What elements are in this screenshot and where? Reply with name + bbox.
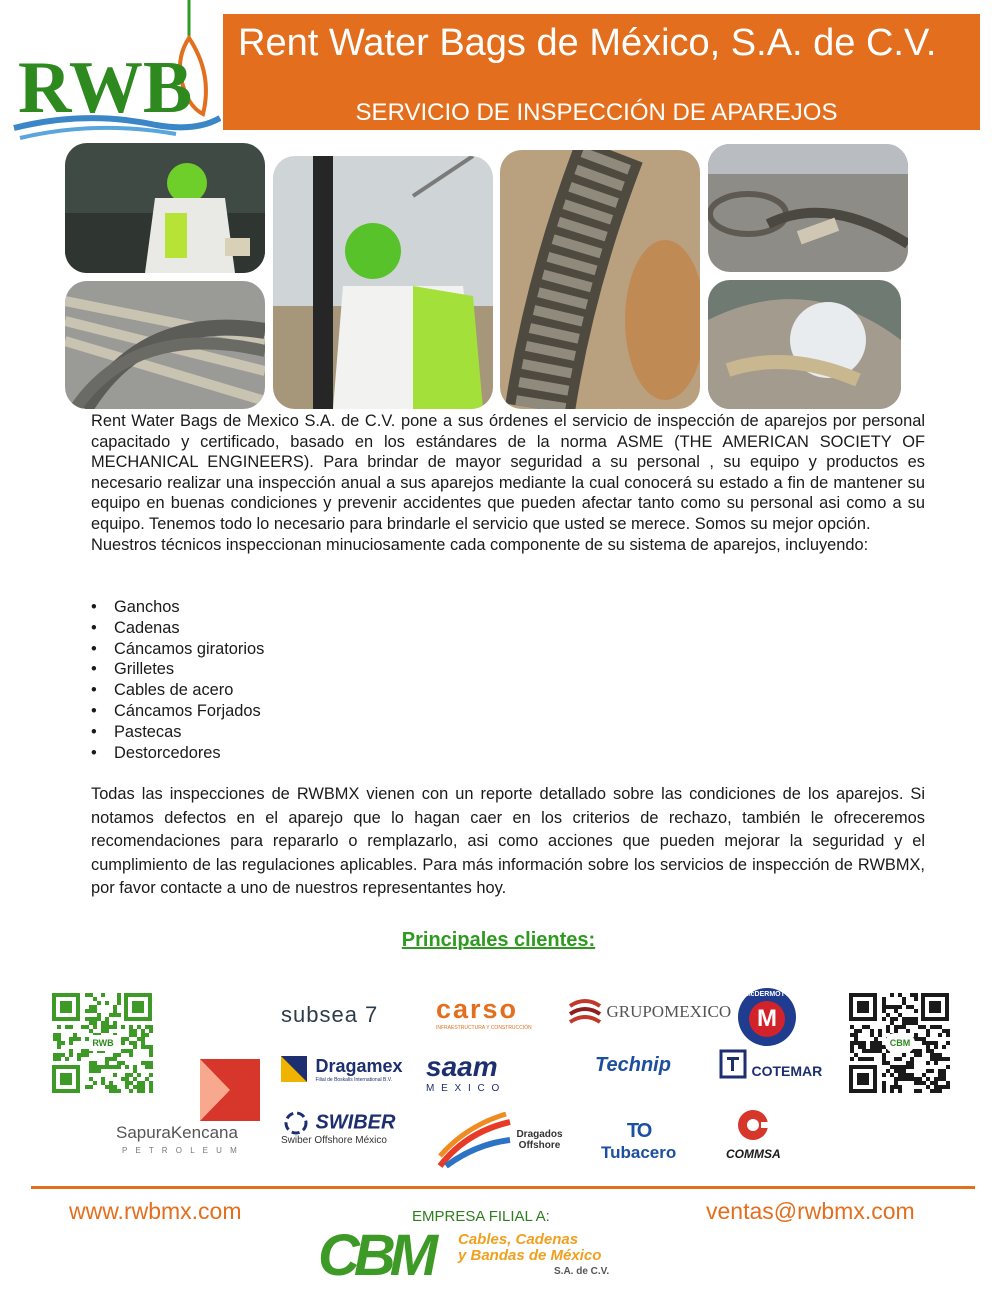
photo-shackle-closeup xyxy=(708,280,901,409)
client-sapurakencana: SapuraKencana P E T R O L E U M xyxy=(116,1059,258,1157)
qr-right-label: CBM xyxy=(885,1033,915,1053)
website-link[interactable]: www.rwbmx.com xyxy=(69,1198,242,1224)
dragados-icon xyxy=(436,1112,512,1168)
list-item: • Destorcedores xyxy=(91,743,221,762)
list-item: • Ganchos xyxy=(91,598,180,616)
intro-section xyxy=(91,411,925,555)
components-list xyxy=(91,597,264,763)
logo-text: RWB xyxy=(18,47,193,129)
service-title: SERVICIO DE INSPECCIÓN DE APAREJOS xyxy=(355,99,838,126)
client-technip: Technip xyxy=(595,1054,671,1076)
qr-code-right[interactable] xyxy=(849,993,951,1093)
sapura-icon xyxy=(200,1059,260,1121)
photo-worker-with-cable xyxy=(273,156,493,409)
email-link[interactable]: ventas@rwbmx.com xyxy=(706,1198,915,1224)
bullet: • xyxy=(91,660,97,679)
client-saam: saam M E X I C O xyxy=(426,1051,502,1094)
filial-label: EMPRESA FILIAL A: xyxy=(412,1208,550,1225)
bullet: • xyxy=(91,743,97,762)
bullet: • xyxy=(91,618,97,637)
swiber-icon xyxy=(281,1111,311,1135)
cbm-line2: y Bandas de México xyxy=(458,1247,602,1264)
client-swiber: SWIBER Swiber Offshore México xyxy=(281,1111,396,1146)
qr-left-label: RWB xyxy=(89,1035,117,1051)
rwb-logo xyxy=(6,0,221,145)
clients-title: Principales clientes: xyxy=(401,929,596,951)
client-subsea7: subsea 7 xyxy=(281,1002,379,1027)
commsa-icon xyxy=(733,1108,773,1142)
footer-divider xyxy=(31,1186,975,1189)
list-item: • Pastecas xyxy=(91,722,182,741)
photo-wire-rope-on-pallet xyxy=(65,281,265,409)
client-cotemar: COTEMAR xyxy=(719,1049,822,1079)
client-tubacero: TO Tubacero xyxy=(601,1120,677,1162)
dragamex-icon xyxy=(281,1056,307,1082)
cotemar-icon xyxy=(719,1049,747,1079)
cbm-line3: S.A. de C.V. xyxy=(554,1266,610,1277)
bullet: • xyxy=(91,639,97,658)
bullet: • xyxy=(91,598,97,616)
bullet: • xyxy=(91,722,97,741)
grupomexico-icon xyxy=(568,996,602,1028)
intro-paragraph: Rent Water Bags de Mexico S.A. de C.V. pone a sus órdenes el servicio de inspección de aparejos por personal capacitado y certificado, basado en los estándares de la norma ASME (THE AMERICAN SOCIETY OF MECHANICAL ENGINEERS). Para brindar de mayor seguridad a su personal , su equipo y productos es necesario realizar una inspección anual a sus aparejos mediante la cual conocerá su estado a fin de mantener su equipo en buenas condiciones y prevenir accidentes que pueden afectar tanto como su personal asi como a su equipo. Tenemos todo lo necesario para brindarle el servicio que usted se merece. Somos su mejor opción. xyxy=(91,412,925,533)
company-title: Rent Water Bags de México, S.A. de C.V. xyxy=(238,22,937,64)
list-item: • Cadenas xyxy=(91,618,180,637)
list-item: • Grilletes xyxy=(91,660,175,679)
bullet: • xyxy=(91,701,97,720)
cbm-logo-mark: CBM xyxy=(318,1223,433,1288)
technicians-paragraph: Nuestros técnicos inspeccionan minuciosamente cada componente de su sistema de aparejos, incluyendo: xyxy=(91,535,869,554)
list-item: • Cáncamos Forjados xyxy=(91,701,261,720)
cbm-logo xyxy=(318,1223,648,1288)
client-dragados: Dragados Offshore xyxy=(436,1112,563,1168)
client-commsa: COMMSA xyxy=(726,1108,781,1161)
list-item: • Cables de acero xyxy=(91,681,234,700)
client-grupomexico: GRUPOMEXICO xyxy=(568,996,731,1028)
client-dragamex: Dragamex Filial de Boskalis International B.V. xyxy=(281,1056,403,1083)
cbm-line1: Cables, Cadenas xyxy=(458,1231,579,1248)
list-item: • Cáncamos giratorios xyxy=(91,639,265,658)
bullet: • xyxy=(91,681,97,700)
photo-cables-on-ground xyxy=(708,144,908,272)
client-mcdermott: McDERMOTT M xyxy=(737,987,797,1047)
photo-wire-rope-closeup xyxy=(500,150,700,409)
photo-worker-inspecting-sling xyxy=(65,143,265,273)
client-carso: carso INFRAESTRUCTURA Y CONSTRUCCIÓN xyxy=(436,994,532,1031)
closing-paragraph: Todas las inspecciones de RWBMX vienen con un reporte detallado sobre las condiciones de los aparejos. Si notamos defectos en el aparejo que lo hagan caer en los criterios de rechazo, también le ofreceremos recomendaciones para repararlo o remplazarlo, asi como acciones que pueden mejorar la seguridad y el cumplimiento de las regulaciones aplicables. Para más información sobre los servicios de inspección de RWBMX, por favor contacte a uno de nuestros representantes hoy. xyxy=(91,785,925,897)
